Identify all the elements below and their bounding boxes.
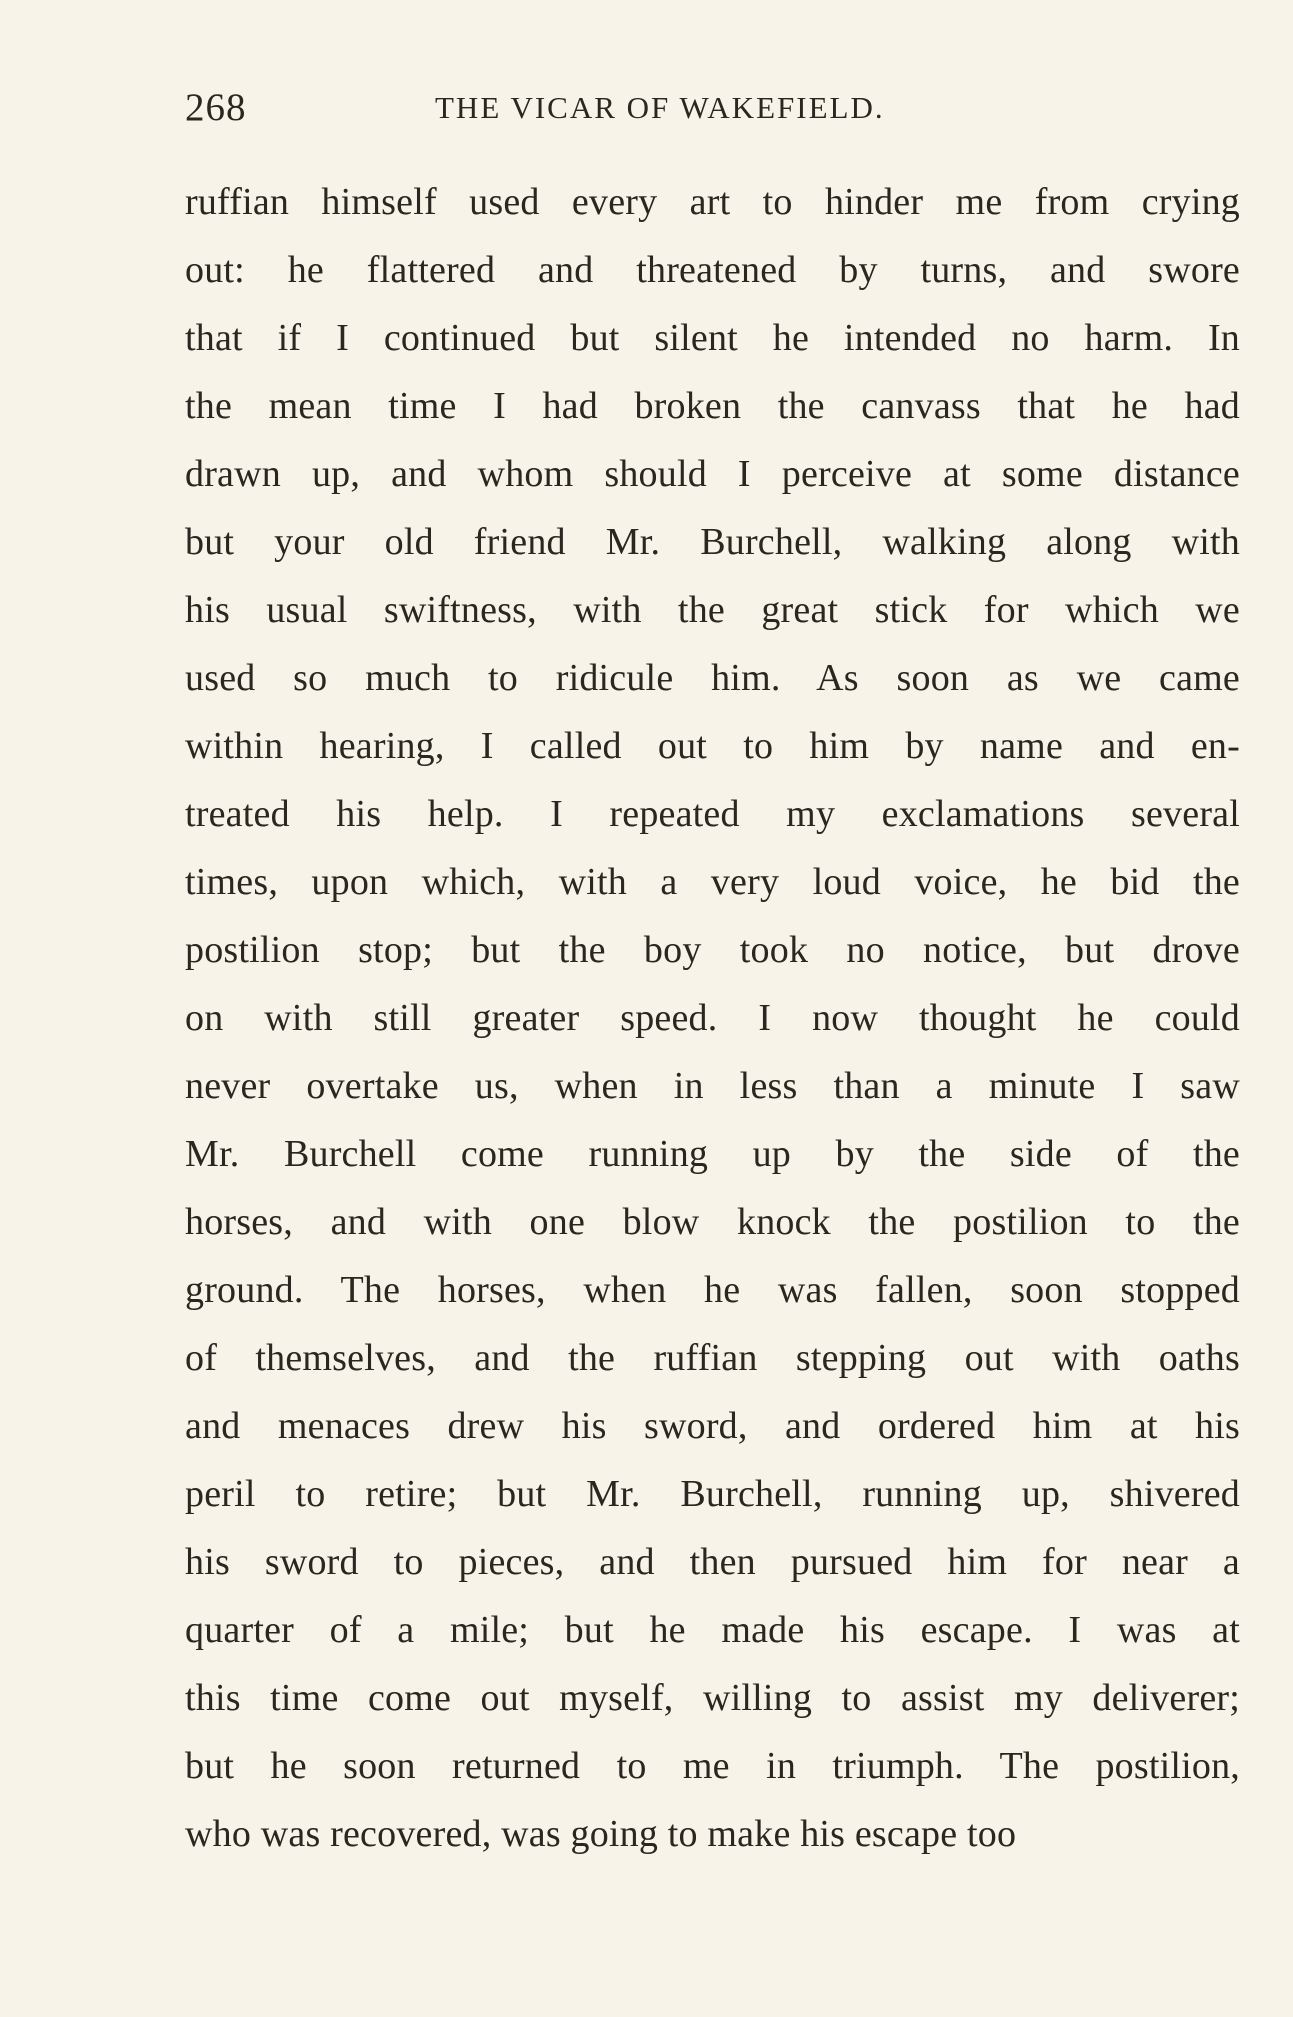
text-line: who was recovered, was going to make his escape too	[185, 1813, 1017, 1855]
text-line: treated his help. I repeated my exclamations several	[185, 793, 1240, 835]
text-line: quarter of a mile; but he made his escape. I was at	[185, 1609, 1240, 1651]
text-line: ruffian himself used every art to hinder me from crying	[185, 181, 1240, 223]
running-title: THE VICAR OF WAKEFIELD.	[435, 90, 885, 125]
text-line: and menaces drew his sword, and ordered him at his	[185, 1405, 1240, 1447]
text-line: drawn up, and whom should I perceive at some distance	[185, 453, 1240, 495]
text-line: out: he flattered and threatened by turns, and swore	[185, 249, 1240, 291]
page-number: 268	[185, 86, 247, 129]
body-text	[185, 168, 1240, 1868]
text-line: of themselves, and the ruffian stepping out with oaths	[185, 1337, 1240, 1379]
text-line: times, upon which, with a very loud voice, he bid the	[185, 861, 1240, 903]
text-line: never overtake us, when in less than a minute I saw	[185, 1065, 1240, 1107]
text-line: horses, and with one blow knock the postilion to the	[185, 1201, 1240, 1243]
text-line: Mr. Burchell come running up by the side of the	[185, 1133, 1240, 1175]
text-line: on with still greater speed. I now thought he could	[185, 997, 1240, 1039]
text-line: within hearing, I called out to him by name and en-	[185, 725, 1240, 767]
text-line: his sword to pieces, and then pursued him for near a	[185, 1541, 1240, 1583]
text-line: used so much to ridicule him. As soon as we came	[185, 657, 1240, 699]
text-line: ground. The horses, when he was fallen, soon stopped	[185, 1269, 1240, 1311]
text-line: but he soon returned to me in triumph. The postilion,	[185, 1745, 1240, 1787]
text-line: peril to retire; but Mr. Burchell, running up, shivered	[185, 1473, 1240, 1515]
text-line: that if I continued but silent he intended no harm. In	[185, 317, 1240, 359]
page-header	[185, 78, 987, 138]
text-line: but your old friend Mr. Burchell, walking along with	[185, 521, 1240, 563]
text-line: this time come out myself, willing to assist my deliverer;	[185, 1677, 1240, 1719]
text-line: the mean time I had broken the canvass that he had	[185, 385, 1240, 427]
text-line: his usual swiftness, with the great stick for which we	[185, 589, 1240, 631]
text-line: postilion stop; but the boy took no notice, but drove	[185, 929, 1240, 971]
